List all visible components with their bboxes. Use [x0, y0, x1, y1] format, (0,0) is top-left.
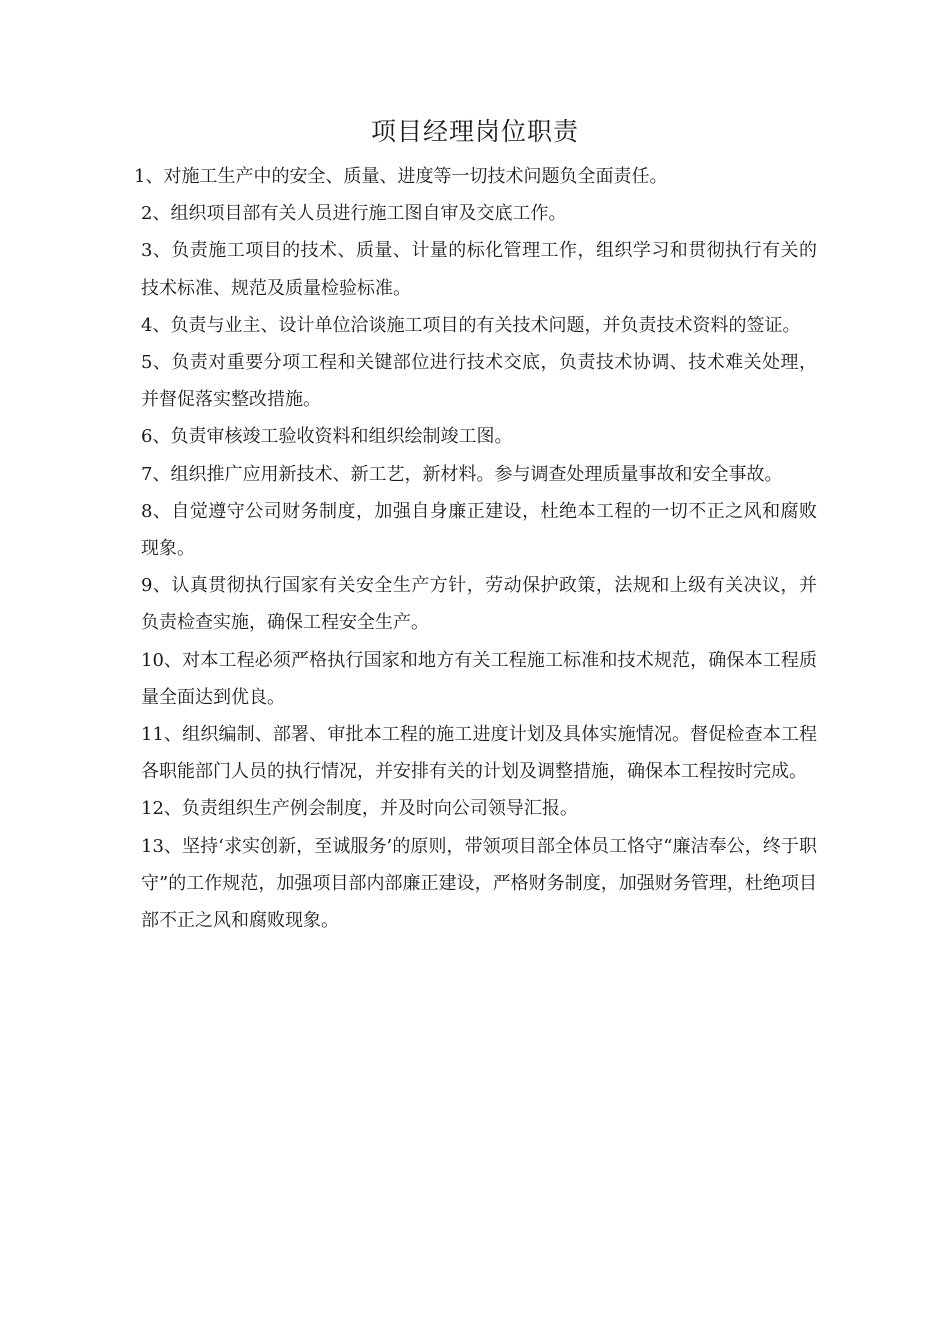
- duty-item-4: 4、负责与业主、设计单位洽谈施工项目的有关技术问题，并负责技术资料的签证。: [141, 314, 801, 336]
- duty-item-5: 5、负责对重要分项工程和关键部位进行技术交底，负责技术协调、技术难关处理，并督促落实整改措施。: [141, 352, 817, 411]
- duty-item-10: 10、对本工程必须严格执行国家和地方有关工程施工标准和技术规范，确保本工程质量全面达到优良。: [141, 649, 817, 708]
- duty-item-6: 6、负责审核竣工验收资料和组织绘制竣工图。: [141, 426, 513, 448]
- document-title: 项目经理岗位职责: [370, 117, 579, 146]
- duty-item-1: 1、对施工生产中的安全、质量、进度等一切技术问题负全面责任。: [134, 166, 668, 187]
- duty-item-12: 12、负责组织生产例会制度，并及时向公司领导汇报。: [141, 798, 578, 820]
- duty-item-11: 11、组织编制、部署、审批本工程的施工进度计划及具体实施情况。督促检查本工程各职能部门人员的执行情况，并安排有关的计划及调整措施，确保本工程按时完成。: [141, 724, 817, 783]
- duty-item-2: 2、组织项目部有关人员进行施工图自审及交底工作。: [141, 203, 567, 225]
- duty-item-9: 9、认真贯彻执行国家有关安全生产方针，劳动保护政策，法规和上级有关决议，并负责检查实施，确保工程安全生产。: [141, 575, 817, 634]
- duty-item-7: 7、组织推广应用新技术、新工艺，新材料。参与调查处理质量事故和安全事故。: [141, 463, 783, 485]
- duty-item-13: 13、坚持‘求实创新，至诚服务’的原则，带领项目部全体员工恪守“廉洁奉公，终于职守”的工作规范，加强项目部内部廉正建设，严格财务制度，加强财务管理，杜绝项目部不正之风和腐败现象。: [141, 835, 817, 932]
- duty-item-3: 3、负责施工项目的技术、质量、计量的标化管理工作，组织学习和贯彻执行有关的技术标准、规范及质量检验标准。: [141, 240, 817, 299]
- duty-item-8: 8、自觉遵守公司财务制度，加强自身廉正建设，杜绝本工程的一切不正之风和腐败现象。: [141, 500, 817, 560]
- duty-list: [134, 158, 817, 939]
